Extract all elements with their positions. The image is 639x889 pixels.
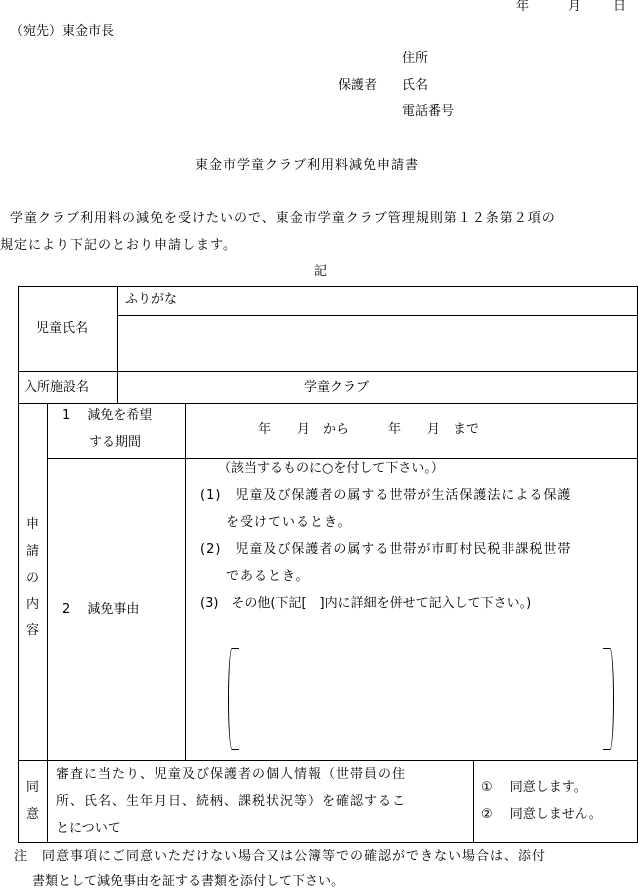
consent-option-disagree[interactable]: ② 同意しません。 [481,807,602,822]
furigana-label: ふりがな [125,292,178,307]
reason-label: 2 減免事由 [62,602,140,617]
detail-bracket-left [228,648,239,750]
page-title: 東金市学童クラブ利用料減免申請書 [195,158,420,173]
ki-label: 記 [314,264,328,279]
consent-option-agree[interactable]: ① 同意します。 [481,780,587,795]
year-label: 年 [516,0,530,14]
reason-line-1: （該当するものに○を付して下さい。） [218,461,444,476]
period-label-line-2: する期間 [89,435,142,450]
reason-line-2: (1) 児童及び保護者の属する世帯が生活保護法による保護 [200,488,572,503]
reason-line-6: (3) その他(下記[ ]内に詳細を併せて記入して下さい。) [200,596,532,611]
name-label: 氏名 [402,78,429,93]
note-line-2: 書類として減免事由を証する書類を添付して下さい。 [32,874,345,889]
addressee: （宛先）東金市長 [10,24,115,39]
application-char-4: 内 [26,597,40,612]
period-value: 年 月 から 年 月 まで [258,422,480,437]
application-char-5: 容 [26,623,40,638]
address-label: 住所 [402,51,429,66]
guardian-label: 保護者 [338,78,378,93]
phone-label: 電話番号 [402,104,455,119]
consent-text-line-2: 所、氏名、生年月日、続柄、課税状況等）を確認するこ [56,794,407,809]
application-char-3: の [26,571,40,586]
application-char-1: 申 [26,517,40,532]
consent-text-line-3: とについて [56,821,121,836]
child-name-label: 児童氏名 [36,321,89,336]
detail-bracket-right [603,648,614,750]
consent-char-2: 意 [26,807,40,822]
consent-char-1: 同 [26,780,40,795]
application-char-2: 請 [26,544,40,559]
reason-line-3: を受けているとき。 [226,515,352,530]
month-label: 月 [568,0,582,14]
day-label: 日 [613,0,627,14]
period-label-line-1: 1 減免を希望 [62,408,153,423]
facility-suffix: 学童クラブ [304,380,370,395]
facility-label: 入所施設名 [24,380,90,395]
reason-line-5: であるとき。 [226,569,310,584]
reason-line-4: (2) 児童及び保護者の属する世帯が市町村民税非課税世帯 [200,542,572,557]
note-line-1: 注 同意事項にご同意いただけない場合又は公簿等での確認ができない場合は、添付 [14,849,547,864]
intro-line-1: 学童クラブ利用料の減免を受けたいので、東金市学童クラブ管理規則第１２条第２項の [10,211,556,226]
consent-text-line-1: 審査に当たり、児童及び保護者の個人情報（世帯員の住 [56,767,407,782]
intro-line-2: 規定により下記のとおり申請します。 [0,238,237,253]
